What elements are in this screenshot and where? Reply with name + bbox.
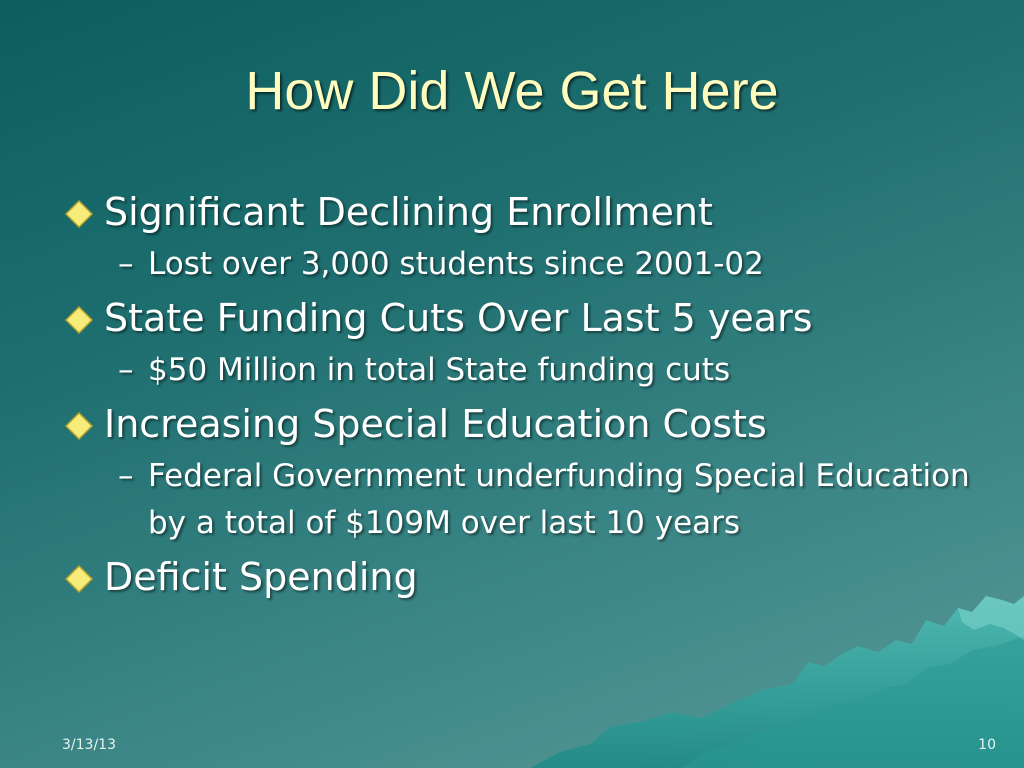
bullet-item bbox=[60, 294, 990, 342]
bullet-item bbox=[60, 400, 990, 448]
sub-bullet-text: $50 Million in total State funding cuts bbox=[148, 352, 731, 388]
sub-bullet-text: Lost over 3,000 students since 2001-02 bbox=[148, 246, 764, 282]
sub-bullet-item bbox=[60, 453, 990, 547]
page-number: 10 bbox=[978, 737, 996, 753]
slide-title: How Did We Get Here bbox=[245, 61, 779, 121]
bullet-item bbox=[60, 553, 990, 601]
dash-marker: – bbox=[118, 246, 134, 282]
bullet-text: Deficit Spending bbox=[104, 555, 418, 599]
sub-bullet-text: Federal Government underfunding Special Education by a total of $109M over last 10 years bbox=[148, 458, 970, 541]
bullet-list bbox=[60, 188, 990, 606]
diamond-bullet-icon bbox=[64, 564, 94, 594]
sub-bullet-item bbox=[60, 241, 990, 288]
bullet-item bbox=[60, 188, 990, 236]
diamond-bullet-icon bbox=[64, 411, 94, 441]
diamond-bullet-icon bbox=[64, 199, 94, 229]
bullet-text: State Funding Cuts Over Last 5 years bbox=[104, 296, 813, 340]
bullet-text: Significant Declining Enrollment bbox=[104, 190, 713, 234]
dash-marker: – bbox=[118, 458, 134, 494]
sub-bullet-item bbox=[60, 347, 990, 394]
dash-marker: – bbox=[118, 352, 134, 388]
bullet-text: Increasing Special Education Costs bbox=[104, 402, 767, 446]
footer-date: 3/13/13 bbox=[62, 737, 116, 753]
diamond-bullet-icon bbox=[64, 305, 94, 335]
